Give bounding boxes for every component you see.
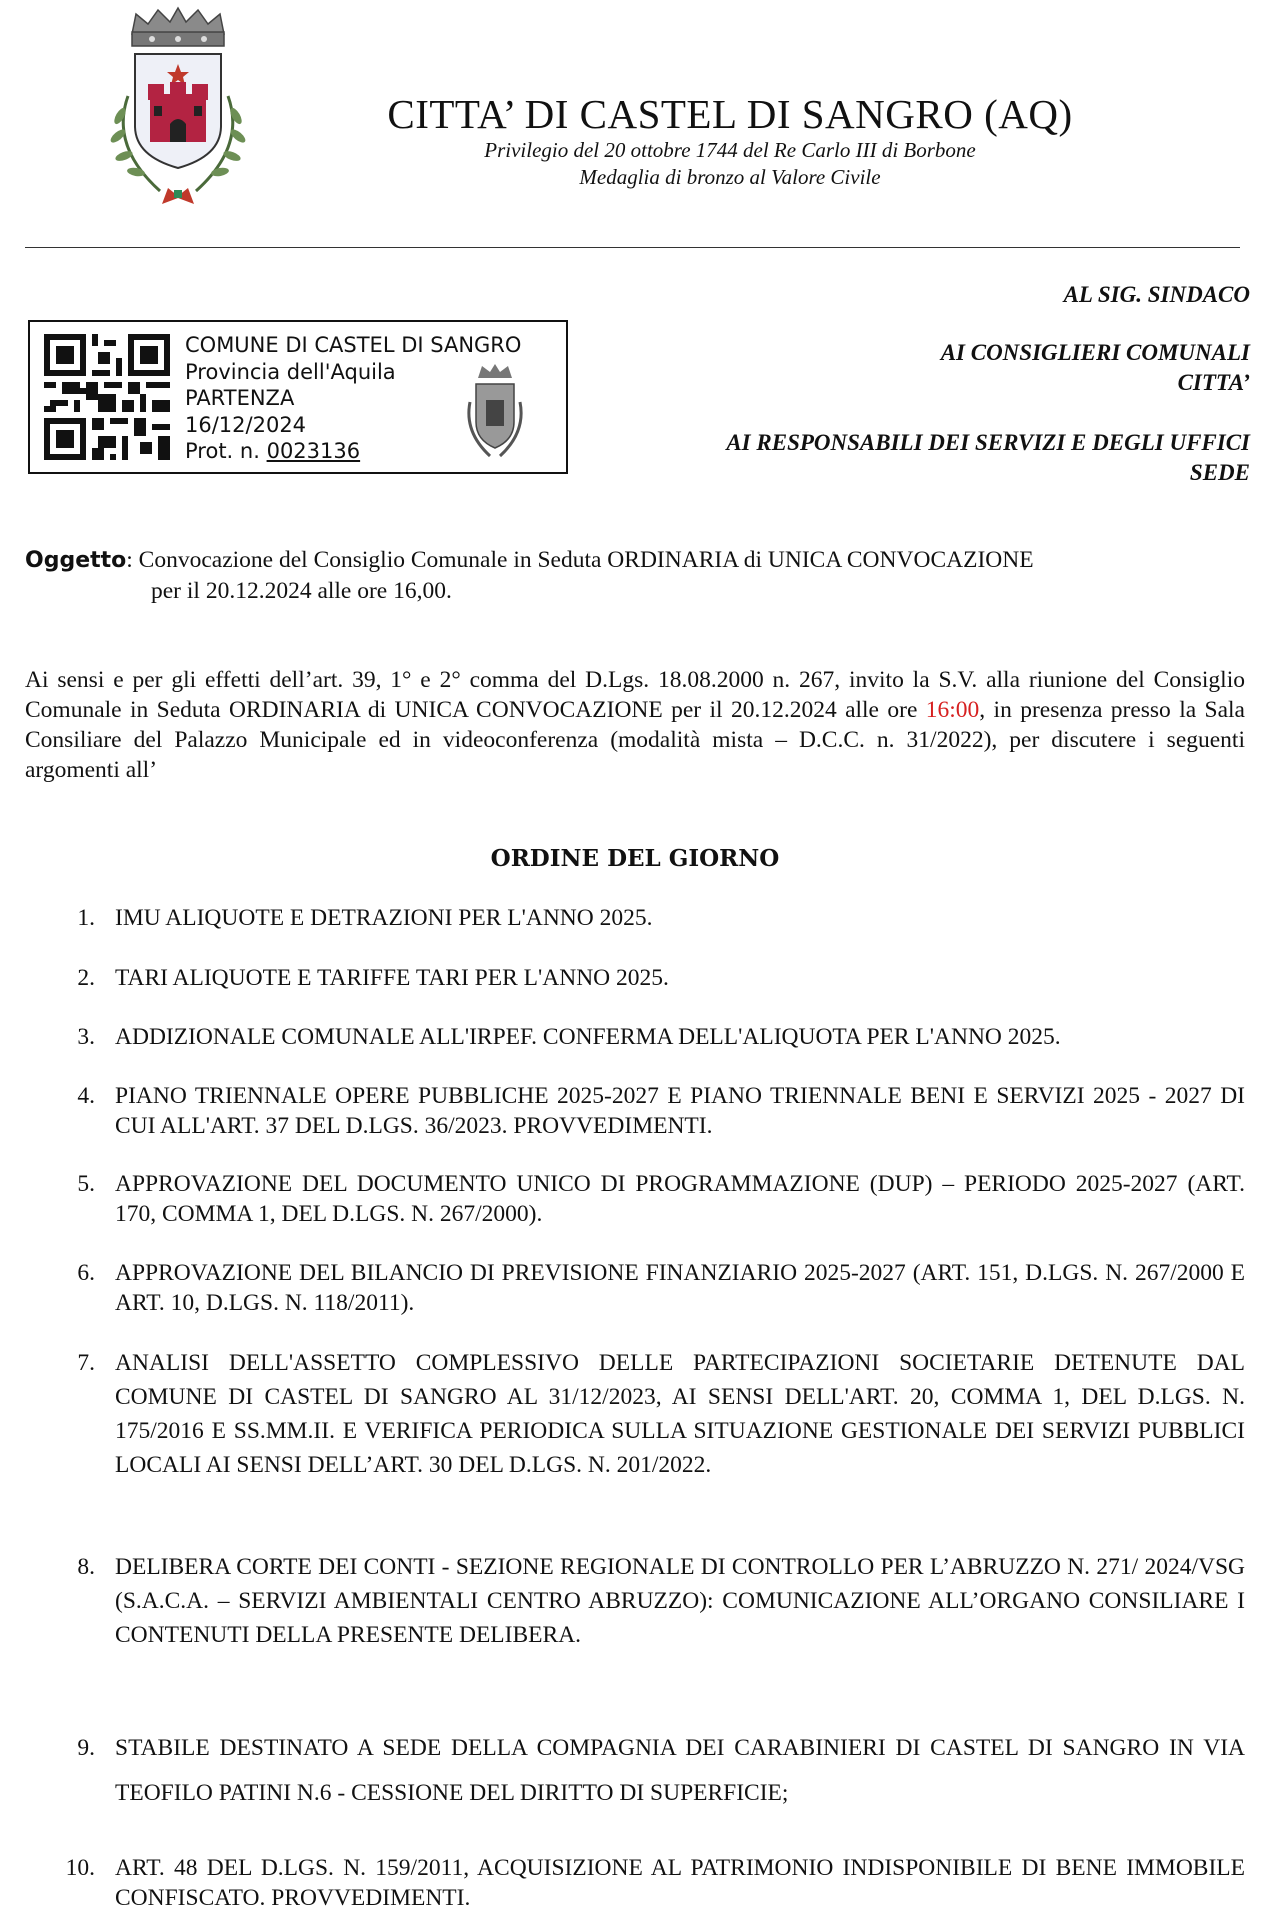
agenda-item-text: ADDIZIONALE COMUNALE ALL'IRPEF. CONFERMA DELL'ALIQUOTA PER L'ANNO 2025. (115, 1024, 1061, 1050)
agenda-item-number: 10. (65, 1855, 95, 1881)
agenda-item-number: 1. (77, 905, 95, 931)
agenda-item-text: STABILE DESTINATO A SEDE DELLA COMPAGNIA DEI CARABINIERI DI CASTEL DI SANGRO IN VIA TEOFILO PATINI N.6 - CESSIONE DEL DIRITTO DI SUPERFICIE; (115, 1735, 1245, 1806)
stamp-protocol-number: 0023136 (266, 439, 361, 463)
stamp-province: Provincia dell'Aquila (185, 359, 396, 384)
agenda-item-text: ART. 48 DEL D.LGS. N. 159/2011, ACQUISIZIONE AL PATRIMONIO INDISPONIBILE DI BENE IMMOBILE CONFISCATO. PROVVEDIMENTI. (115, 1855, 1245, 1911)
agenda-item-number: 4. (77, 1083, 95, 1109)
meeting-time: 16:00 (925, 697, 980, 723)
agenda-item-number: 5. (77, 1171, 95, 1197)
agenda-item-text: APPROVAZIONE DEL DOCUMENTO UNICO DI PROGRAMMAZIONE (DUP) – PERIODO 2025-2027 (ART. 170, COMMA 1, DEL D.LGS. N. 267/2000). (115, 1171, 1245, 1227)
recipient-seat: SEDE (1189, 460, 1250, 485)
stamp-protocol-label: Prot. n. (185, 439, 260, 463)
stamp-coat-of-arms (460, 362, 530, 462)
subject-block (25, 545, 1245, 606)
city-coat-of-arms (90, 6, 265, 211)
agenda-item-text: TARI ALIQUOTE E TARIFFE TARI PER L'ANNO 2025. (115, 965, 669, 991)
paragraph-part-1: Ai sensi e per gli effetti dell’art. 39, 1° e 2° comma del D.Lgs. 18.08.2000 n. 267, invito la S.V. alla riunione del Consiglio Comunale in Seduta ORDINARIA di UNICA CONVOCAZIONE per il 20.12.2024 alle ore (25, 667, 1245, 723)
agenda-item-number: 6. (77, 1260, 95, 1286)
city-title: CITTA’ DI CASTEL DI SANGRO (AQ) (387, 91, 1073, 137)
agenda-item-text: DELIBERA CORTE DEI CONTI - SEZIONE REGIONALE DI CONTROLLO PER L’ABRUZZO N. 271/ 2024/VSG (S.A.C.A. – SERVIZI AMBIENTALI CENTRO ABRUZZO): COMUNICAZIONE ALL’ORGANO CONSILIARE I CONTENUTI DELLA PRESENTE DELIBERA. (115, 1554, 1245, 1648)
subject-text-1: : Convocazione del Consiglio Comunale in Seduta ORDINARIA di UNICA CONVOCAZIONE (126, 547, 1034, 573)
protocol-stamp (28, 320, 568, 474)
recipient-service-heads: AI RESPONSABILI DEI SERVIZI E DEGLI UFFICI (726, 430, 1250, 455)
agenda-item-number: 2. (77, 965, 95, 991)
stamp-date: 16/12/2024 (185, 412, 307, 437)
subject-line-1 (25, 545, 1245, 576)
stamp-entity: COMUNE DI CASTEL DI SANGRO (185, 333, 522, 357)
recipient-mayor: AL SIG. SINDACO (1063, 282, 1250, 307)
agenda-item-text: ANALISI DELL'ASSETTO COMPLESSIVO DELLE PARTECIPAZIONI SOCIETARIE DETENUTE DAL COMUNE DI CASTEL DI SANGRO AL 31/12/2023, AI SENSI DELL'ART. 20, COMMA 1, DEL D.LGS. N. 175/2016 E SS.MM.II. E VERIFICA PERIODICA SULLA SITUAZIONE GESTIONALE DEI SERVIZI PUBBLICI LOCALI AI SENSI DELL’ART. 30 DEL D.LGS. N. 201/2022. (115, 1350, 1245, 1478)
agenda-item-number: 7. (77, 1350, 95, 1376)
agenda-item-text: APPROVAZIONE DEL BILANCIO DI PREVISIONE FINANZIARIO 2025-2027 (ART. 151, D.LGS. N. 267/2000 E ART. 10, D.LGS. N. 118/2011). (115, 1260, 1245, 1316)
city-subtitle-privilege: Privilegio del 20 ottobre 1744 del Re Carlo III di Borbone (484, 138, 976, 162)
recipient-city: CITTA’ (1177, 370, 1250, 395)
header-divider (25, 247, 1240, 248)
convocation-paragraph (25, 665, 1245, 785)
city-subtitle-medal: Medaglia di bronzo al Valore Civile (579, 165, 881, 189)
agenda-item-text: PIANO TRIENNALE OPERE PUBBLICHE 2025-2027 E PIANO TRIENNALE BENI E SERVIZI 2025 - 2027 DI CUI ALL'ART. 37 DEL D.LGS. 36/2023. PROVVEDIMENTI. (115, 1083, 1245, 1139)
paragraph-part-2: , in presenza presso la Sala Consiliare del Palazzo Municipale ed in videoconferenza (modalità mista – D.C.C. n. 31/2022), per discutere i seguenti argomenti all’ (25, 697, 1245, 783)
qr-code (44, 334, 170, 460)
subject-label: Oggetto (25, 548, 127, 573)
agenda-item-number: 9. (77, 1735, 95, 1761)
agenda-item-number: 8. (77, 1554, 95, 1580)
recipient-councillors: AI CONSIGLIERI COMUNALI (940, 340, 1250, 365)
agenda-item-text: IMU ALIQUOTE E DETRAZIONI PER L'ANNO 2025. (115, 905, 653, 931)
agenda-item-number: 3. (77, 1024, 95, 1050)
agenda-title: ORDINE DEL GIORNO (490, 845, 780, 872)
stamp-direction: PARTENZA (185, 386, 295, 410)
subject-text-2: per il 20.12.2024 alle ore 16,00. (151, 578, 452, 604)
